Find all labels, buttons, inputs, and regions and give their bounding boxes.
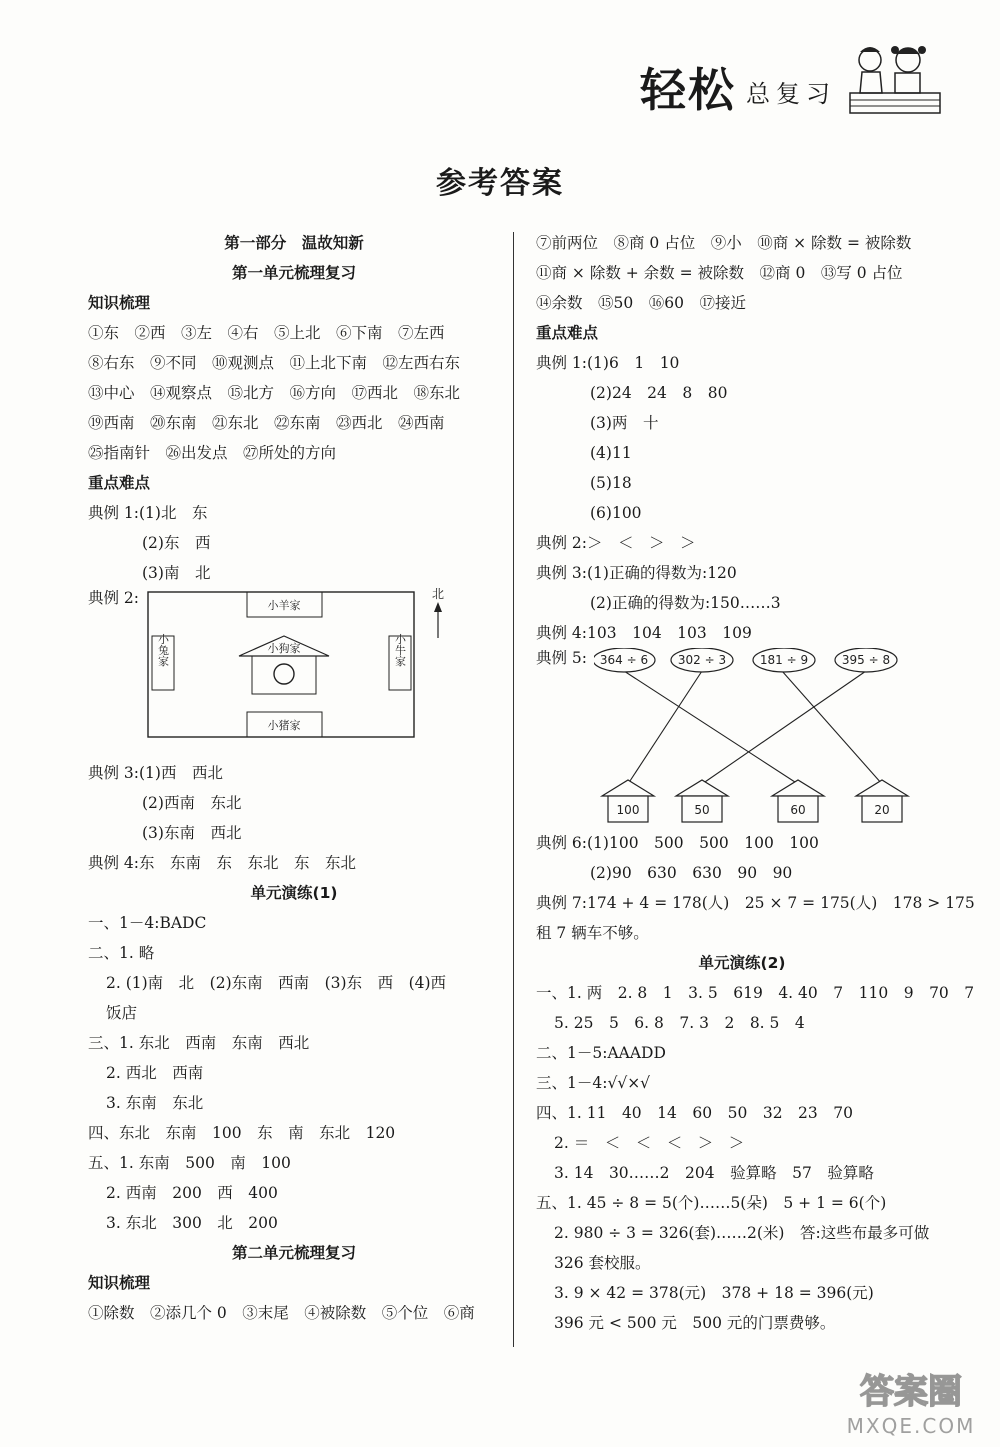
direction-map-diagram	[146, 588, 486, 748]
knowledge-line: ①东 ②西 ③左 ④右 ⑤上北 ⑥下南 ⑦左西	[88, 324, 445, 342]
match-line	[702, 671, 866, 784]
r-example-6-line: (2)90 630 630 90 90	[590, 864, 793, 882]
knowledge-cont-line: ⑭余数 ⑮50 ⑯60 ⑰接近	[536, 294, 746, 312]
r-example-7-line: 租 7 辆车不够。	[536, 924, 649, 942]
r-example-4-line: 典例 4:103 104 103 109	[536, 624, 752, 642]
practice-1-line: 二、1. 略	[88, 944, 155, 962]
practice-2-line: 2. 980 ÷ 3 = 326(套)……2(米) 答:这些布最多可做	[554, 1224, 930, 1242]
practice-1-line: 饭店	[106, 1004, 138, 1022]
practice-1-line: 三、1. 东北 西南 东南 西北	[88, 1034, 310, 1052]
left-column	[88, 228, 500, 1328]
match-line	[628, 671, 702, 784]
r-example-3-line: (2)正确的得数为:150……3	[590, 594, 781, 612]
brand-sub-text: 总复习	[746, 80, 836, 108]
r-example-1-line: (4)11	[590, 444, 632, 462]
practice-2-line: 三、1－4:√√×√	[536, 1074, 651, 1092]
r-example-1-line: 典例 1:(1)6 1 10	[536, 354, 680, 372]
example-3-line: (3)东南 西北	[142, 824, 242, 842]
oval-2-text: 302 ÷ 3	[677, 653, 727, 667]
r-example-1-line: (3)两 十	[590, 414, 659, 432]
example-1-line: (3)南 北	[142, 564, 211, 582]
practice-2-line: 396 元 < 500 元 500 元的门票费够。	[554, 1314, 836, 1332]
brand-main-text: 轻松	[640, 63, 736, 117]
pig-house-label: 小猪家	[267, 719, 301, 732]
example-1-line: (2)东 西	[142, 534, 211, 552]
r-example-6-line: 典例 6:(1)100 500 500 100 100	[536, 834, 819, 852]
knowledge2-heading: 知识梳理	[88, 1274, 151, 1292]
example-5-label: 典例 5:	[536, 649, 588, 667]
dog-house-body	[252, 656, 316, 694]
r-example-1-line: (2)24 24 8 80	[590, 384, 728, 402]
practice-1-line: 2. 西北 西南	[106, 1064, 204, 1082]
watermark-logo	[836, 1361, 986, 1441]
example-4-line: 典例 4:东 东南 东 东北 东 东北	[88, 854, 357, 872]
practice-2-line: 二、1－5:AAADD	[536, 1044, 666, 1062]
practice-1-line: 2. 西南 200 西 400	[106, 1184, 278, 1202]
example-5	[536, 648, 948, 828]
practice-1-line: 一、1－4:BADC	[88, 914, 207, 932]
practice-2-line: 五、1. 45 ÷ 8 = 5(个)……5(朵) 5 + 1 = 6(个)	[536, 1194, 887, 1212]
practice-2-line: 四、1. 11 40 14 60 50 32 23 70	[536, 1104, 854, 1122]
practice-2-title: 单元演练(2)	[698, 954, 786, 972]
oval-3-text: 181 ÷ 9	[759, 653, 809, 667]
practice-2-line: 5. 25 5 6. 8 7. 3 2 8. 5 4	[554, 1014, 805, 1032]
example-3-line: (2)西南 东北	[142, 794, 242, 812]
house-4	[856, 780, 908, 822]
practice-2-line: 3. 14 30……2 204 验算略 57 验算略	[554, 1164, 874, 1182]
oval-1-text: 364 ÷ 6	[599, 653, 649, 667]
brand-logo	[640, 38, 950, 118]
house-4-value: 20	[874, 803, 890, 817]
north-label: 北	[431, 588, 445, 601]
knowledge-line: ⑬中心 ⑭观察点 ⑮北方 ⑯方向 ⑰西北 ⑱东北	[88, 384, 461, 402]
r-example-7-line: 典例 7:174 + 4 = 178(人) 25 × 7 = 175(人) 178 > 175	[536, 894, 975, 912]
dog-house-label: 小狗家	[267, 642, 301, 655]
sheep-house-label: 小羊家	[267, 599, 301, 612]
house-1	[602, 780, 654, 822]
knowledge-cont-line: ⑪商 × 除数 + 余数 = 被除数 ⑫商 0 ⑬写 0 占位	[536, 264, 903, 282]
house-2-value: 50	[694, 803, 710, 817]
watermark-main: 答案圈	[860, 1372, 962, 1412]
r-example-1-line: (5)18	[590, 474, 632, 492]
key-heading: 重点难点	[88, 474, 151, 492]
house-3-value: 60	[790, 803, 806, 817]
example-1-line: 典例 1:(1)北 东	[88, 504, 208, 522]
practice-1-line: 2. (1)南 北 (2)东南 西南 (3)东 西 (4)西	[106, 974, 447, 992]
match-line	[624, 671, 798, 784]
part-title: 第一部分 温故知新	[224, 234, 364, 252]
house-3	[772, 780, 824, 822]
key-heading-2: 重点难点	[536, 324, 599, 342]
knowledge-line: ⑧右东 ⑨不同 ⑩观测点 ⑪上北下南 ⑫左西右东	[88, 354, 461, 372]
cow-house-label: 小牛家	[393, 633, 407, 667]
practice-2-line: 326 套校服。	[554, 1254, 651, 1272]
dog-house-door	[274, 664, 294, 684]
column-divider	[513, 232, 514, 1347]
practice-1-line: 五、1. 东南 500 南 100	[88, 1154, 291, 1172]
knowledge-line: ㉕指南针 ㉖出发点 ㉗所处的方向	[88, 444, 337, 462]
example-3-line: 典例 3:(1)西 西北	[88, 764, 223, 782]
practice-1-line: 四、东北 东南 100 东 南 东北 120	[88, 1124, 396, 1142]
practice-2-line: 一、1. 两 2. 8 1 3. 5 619 4. 40 7 110 9 70 7	[536, 984, 975, 1002]
practice-2-line: 2. ＝ ＜ ＜ ＜ ＞ ＞	[554, 1134, 745, 1152]
knowledge-heading: 知识梳理	[88, 294, 151, 312]
house-2	[676, 780, 728, 822]
knowledge-cont-line: ⑦前两位 ⑧商 0 占位 ⑨小 ⑩商 × 除数 = 被除数	[536, 234, 912, 252]
practice-1-line: 3. 东南 东北	[106, 1094, 204, 1112]
unit2-title: 第二单元梳理复习	[231, 1244, 356, 1262]
match-line	[782, 671, 882, 784]
knowledge2-line: ①除数 ②添几个 0 ③末尾 ④被除数 ⑤个位 ⑥商	[88, 1304, 475, 1322]
matching-diagram	[594, 648, 944, 826]
r-example-3-line: 典例 3:(1)正确的得数为:120	[536, 564, 737, 582]
oval-4-text: 395 ÷ 8	[841, 653, 891, 667]
practice-1-line: 3. 东北 300 北 200	[106, 1214, 278, 1232]
example-2	[88, 588, 500, 758]
example-2-label: 典例 2:	[88, 589, 140, 607]
r-example-2-line: 典例 2:＞ ＜ ＞ ＞	[536, 534, 696, 552]
right-column	[536, 228, 975, 1338]
practice-2-line: 3. 9 × 42 = 378(元) 378 + 18 = 396(元)	[554, 1284, 874, 1302]
practice-1-title: 单元演练(1)	[250, 884, 338, 902]
north-arrow-head	[434, 602, 442, 612]
r-example-1-line: (6)100	[590, 504, 642, 522]
reading-children-illustration	[840, 38, 950, 118]
house-1-value: 100	[616, 803, 640, 817]
page-title: 参考答案	[436, 166, 564, 201]
watermark-url: MXQE.COM	[846, 1414, 976, 1438]
knowledge-line: ⑲西南 ⑳东南 ㉑东北 ㉒东南 ㉓西北 ㉔西南	[88, 414, 445, 432]
unit1-title: 第一单元梳理复习	[231, 264, 356, 282]
rabbit-house-label: 小兔家	[156, 633, 170, 667]
